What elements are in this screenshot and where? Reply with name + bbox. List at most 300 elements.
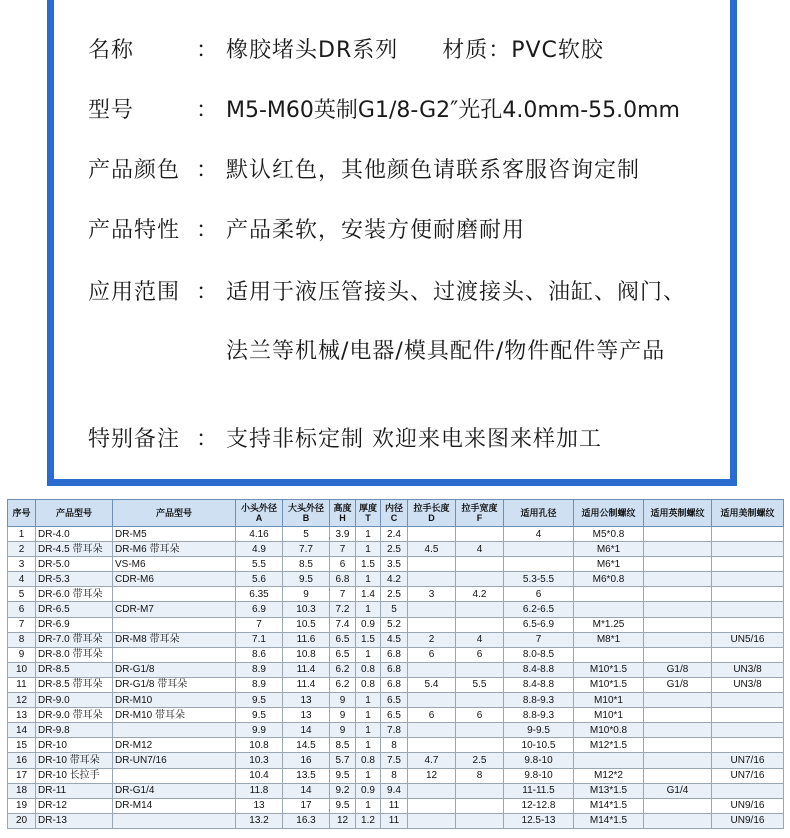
table-cell: 9 [8, 647, 36, 662]
column-header: 小头外径 A [236, 500, 283, 527]
table-cell [408, 572, 456, 587]
table-cell: 6 [456, 708, 504, 723]
table-cell: 7 [330, 587, 356, 602]
sep: ： [196, 280, 220, 305]
table-cell: 9.5 [236, 693, 283, 708]
table-cell: G1/4 [644, 783, 712, 798]
table-cell [574, 602, 644, 617]
table-cell [712, 738, 784, 753]
table-cell: 9-9.5 [504, 723, 574, 738]
table-cell: 8.5 [330, 738, 356, 753]
table-cell: DR-12 [36, 798, 113, 813]
column-header: 厚度 T [356, 500, 381, 527]
table-cell: 14 [283, 783, 330, 798]
table-cell: 18 [8, 783, 36, 798]
table-cell: 1 [356, 602, 381, 617]
table-cell: 1 [356, 542, 381, 557]
table-cell: 1.5 [356, 632, 381, 647]
table-cell: 17 [8, 768, 36, 783]
table-cell [712, 602, 784, 617]
table-cell: 13 [8, 708, 36, 723]
table-cell: 1 [356, 798, 381, 813]
table-cell [456, 693, 504, 708]
table-cell [644, 708, 712, 723]
table-cell: 11 [381, 798, 408, 813]
table-cell [456, 813, 504, 828]
table-cell [408, 693, 456, 708]
table-cell: DR-G1/8 带耳朵 [113, 677, 236, 692]
table-cell: 16 [8, 753, 36, 768]
table-cell: 10.8 [236, 738, 283, 753]
table-row [8, 798, 784, 813]
table-cell: 6 [8, 602, 36, 617]
table-cell [644, 813, 712, 828]
table-cell [456, 572, 504, 587]
table-cell: 8.0-8.5 [504, 647, 574, 662]
table-cell [644, 557, 712, 572]
table-cell [113, 587, 236, 602]
table-cell [456, 602, 504, 617]
info-line-model [88, 93, 680, 124]
table-cell: 4.2 [381, 572, 408, 587]
table-cell: DR-M5 [113, 527, 236, 542]
table-cell: DR-8.0 带耳朵 [36, 647, 113, 662]
column-header: 产品型号 [36, 500, 113, 527]
table-cell: UN3/8 [712, 677, 784, 692]
table-cell: 5 [283, 527, 330, 542]
table-row [8, 647, 784, 662]
table-row [8, 783, 784, 798]
table-row [8, 723, 784, 738]
column-header: 产品型号 [113, 500, 236, 527]
table-cell: 11-11.5 [504, 783, 574, 798]
table-cell: 9.4 [381, 783, 408, 798]
table-cell: DR-M12 [113, 738, 236, 753]
table-cell: 6.5 [330, 632, 356, 647]
table-cell [408, 617, 456, 632]
table-cell: DR-4.5 带耳朵 [36, 542, 113, 557]
table-cell [456, 723, 504, 738]
table-cell: DR-9.8 [36, 723, 113, 738]
table-cell: 4.2 [456, 587, 504, 602]
table-cell: 3.9 [330, 527, 356, 542]
label-name: 名称 [88, 38, 135, 63]
table-cell: 7 [330, 542, 356, 557]
table-row [8, 572, 784, 587]
info-line-name [88, 33, 604, 64]
table-cell: 1.5 [356, 557, 381, 572]
table-cell: DR-8.5 [36, 662, 113, 677]
table-cell: DR-UN7/16 [113, 753, 236, 768]
table-cell: 6.8 [381, 662, 408, 677]
table-cell: DR-5.0 [36, 557, 113, 572]
table-row [8, 617, 784, 632]
table-cell: 10.4 [236, 768, 283, 783]
table-cell: 7 [504, 632, 574, 647]
table-cell: M10*1.5 [574, 677, 644, 692]
table-cell [712, 527, 784, 542]
table-cell: DR-11 [36, 783, 113, 798]
table-cell [408, 527, 456, 542]
column-header: 内径 C [381, 500, 408, 527]
table-cell: 9.5 [330, 798, 356, 813]
table-cell [644, 723, 712, 738]
table-cell: 6.2 [330, 662, 356, 677]
table-cell: DR-M6 带耳朵 [113, 542, 236, 557]
label-color: 产品颜色 [88, 158, 181, 183]
value-model: M5-M60英制G1/8-G2″光孔4.0mm-55.0mm [226, 98, 680, 123]
table-cell: 6.35 [236, 587, 283, 602]
spec-table [7, 499, 784, 829]
table-cell: 8.8-9.3 [504, 693, 574, 708]
table-cell: 10 [8, 662, 36, 677]
table-cell: 17 [283, 798, 330, 813]
table-cell [113, 768, 236, 783]
table-cell [644, 587, 712, 602]
table-cell: G1/8 [644, 677, 712, 692]
table-cell: CDR-M6 [113, 572, 236, 587]
table-cell: 1 [8, 527, 36, 542]
table-cell [113, 813, 236, 828]
value-material: 材质：PVC软胶 [442, 38, 604, 63]
table-cell: 6.9 [236, 602, 283, 617]
table-cell: DR-M14 [113, 798, 236, 813]
table-cell: 2.5 [381, 542, 408, 557]
table-cell: 6 [330, 557, 356, 572]
spec-table-wrapper [7, 499, 783, 829]
table-cell [644, 753, 712, 768]
table-cell: 6.8 [330, 572, 356, 587]
column-header: 拉手宽度 F [456, 500, 504, 527]
table-cell: 6 [408, 647, 456, 662]
label-model: 型号 [88, 98, 135, 123]
table-cell: DR-M8 带耳朵 [113, 632, 236, 647]
value-features: 产品柔软，安装方便耐磨耐用 [226, 218, 526, 243]
info-line-application [88, 275, 686, 306]
table-row [8, 753, 784, 768]
table-cell: UN9/16 [712, 813, 784, 828]
table-cell: 12 [408, 768, 456, 783]
table-cell: 0.8 [356, 662, 381, 677]
table-cell [712, 708, 784, 723]
table-cell: 19 [8, 798, 36, 813]
table-cell: 13 [283, 708, 330, 723]
table-cell: 6.5-6.9 [504, 617, 574, 632]
table-cell: 9.5 [236, 708, 283, 723]
table-cell [644, 572, 712, 587]
table-cell [408, 662, 456, 677]
table-cell: 11 [381, 813, 408, 828]
table-cell [644, 768, 712, 783]
table-cell: M6*1 [574, 542, 644, 557]
table-row [8, 542, 784, 557]
table-cell: 3 [408, 587, 456, 602]
table-cell: DR-5.3 [36, 572, 113, 587]
table-cell: 2 [8, 542, 36, 557]
table-cell [408, 813, 456, 828]
table-cell [712, 647, 784, 662]
table-cell: 1 [356, 647, 381, 662]
column-header: 适用公制螺纹 [574, 500, 644, 527]
table-cell: 16.3 [283, 813, 330, 828]
table-body [8, 527, 784, 829]
table-cell: 5.5 [236, 557, 283, 572]
table-cell: M8*1 [574, 632, 644, 647]
table-cell: UN3/8 [712, 662, 784, 677]
table-cell [712, 542, 784, 557]
table-cell: 13.2 [236, 813, 283, 828]
table-cell: DR-6.0 带耳朵 [36, 587, 113, 602]
table-cell: CDR-M7 [113, 602, 236, 617]
table-cell: 9.5 [283, 572, 330, 587]
label-remark: 特别备注 [88, 427, 181, 452]
table-cell: 4.7 [408, 753, 456, 768]
table-cell [408, 783, 456, 798]
table-cell [712, 693, 784, 708]
table-cell [113, 723, 236, 738]
table-cell: 10.3 [283, 602, 330, 617]
table-cell: 7.2 [330, 602, 356, 617]
table-cell: 9.2 [330, 783, 356, 798]
column-header: 大头外径 B [283, 500, 330, 527]
table-cell [504, 557, 574, 572]
sep: ： [196, 158, 220, 183]
table-cell [712, 617, 784, 632]
table-cell: 9.5 [330, 768, 356, 783]
table-cell: DR-10 长拉手 [36, 768, 113, 783]
table-cell: 11.4 [283, 677, 330, 692]
table-cell: 20 [8, 813, 36, 828]
table-cell: DR-M10 [113, 693, 236, 708]
table-cell: 4 [504, 527, 574, 542]
table-cell: M6*1 [574, 557, 644, 572]
table-cell [574, 753, 644, 768]
table-cell: 9 [283, 587, 330, 602]
table-cell: 6.8 [381, 677, 408, 692]
label-application: 应用范围 [88, 280, 181, 305]
table-cell [504, 542, 574, 557]
value-application: 适用于液压管接头、过渡接头、油缸、阀门、 [226, 280, 687, 305]
table-cell: 14 [283, 723, 330, 738]
info-line-remark [88, 422, 602, 453]
table-cell: M10*1 [574, 693, 644, 708]
table-cell: 8.8-9.3 [504, 708, 574, 723]
column-header: 序号 [8, 500, 36, 527]
table-cell: 3.5 [381, 557, 408, 572]
table-cell: 4.9 [236, 542, 283, 557]
table-cell: 6.5 [381, 693, 408, 708]
table-cell [456, 798, 504, 813]
table-cell: 2.4 [381, 527, 408, 542]
table-cell: UN5/16 [712, 632, 784, 647]
table-cell: 7 [236, 617, 283, 632]
product-info-box [47, 0, 737, 486]
table-cell [456, 662, 504, 677]
table-cell: 9.9 [236, 723, 283, 738]
table-cell: 6 [408, 708, 456, 723]
table-row [8, 693, 784, 708]
table-cell: 4 [456, 542, 504, 557]
table-cell: 8.4-8.8 [504, 677, 574, 692]
table-cell [644, 693, 712, 708]
table-cell: 1 [356, 572, 381, 587]
table-cell: M14*1.5 [574, 798, 644, 813]
column-header: 适用英制螺纹 [644, 500, 712, 527]
table-cell [644, 738, 712, 753]
table-cell: 8.9 [236, 662, 283, 677]
table-cell: 1 [356, 527, 381, 542]
table-cell: 4.5 [381, 632, 408, 647]
table-cell: 2.5 [381, 587, 408, 602]
table-row [8, 602, 784, 617]
table-cell [456, 557, 504, 572]
table-cell: 10.5 [283, 617, 330, 632]
table-cell: DR-8.5 带耳朵 [36, 677, 113, 692]
table-cell: 4 [456, 632, 504, 647]
table-cell [456, 783, 504, 798]
table-cell: 5.6 [236, 572, 283, 587]
table-cell [456, 738, 504, 753]
info-line-color [88, 153, 640, 184]
table-cell: 9.8-10 [504, 753, 574, 768]
table-row [8, 677, 784, 692]
table-cell: M6*0.8 [574, 572, 644, 587]
table-cell: 3 [8, 557, 36, 572]
table-cell: 11.8 [236, 783, 283, 798]
table-cell: 14 [8, 723, 36, 738]
table-cell [712, 587, 784, 602]
table-cell: 9 [330, 723, 356, 738]
table-cell [712, 723, 784, 738]
table-cell: 9 [330, 708, 356, 723]
table-cell [644, 798, 712, 813]
value-name: 橡胶堵头DR系列 [226, 38, 399, 63]
table-cell [644, 542, 712, 557]
table-row [8, 708, 784, 723]
sep: ： [196, 98, 220, 123]
column-header: 适用孔径 [504, 500, 574, 527]
label-features: 产品特性 [88, 218, 181, 243]
table-cell: DR-9.0 [36, 693, 113, 708]
table-row [8, 768, 784, 783]
table-cell: M5*0.8 [574, 527, 644, 542]
value-color: 默认红色，其他颜色请联系客服咨询定制 [226, 158, 641, 183]
table-cell: M*1.25 [574, 617, 644, 632]
value-application-cont: 法兰等机械/电器/模具配件/物件配件等产品 [226, 339, 666, 364]
table-cell: 6.2-6.5 [504, 602, 574, 617]
table-cell: 13 [283, 693, 330, 708]
table-cell: 5.2 [381, 617, 408, 632]
table-cell: 7.4 [330, 617, 356, 632]
table-cell: 7.1 [236, 632, 283, 647]
table-cell: 7.7 [283, 542, 330, 557]
sep: ： [196, 38, 220, 63]
value-remark: 支持非标定制 欢迎来电来图来样加工 [226, 427, 602, 452]
table-cell: 1.2 [356, 813, 381, 828]
column-header: 拉手长度 D [408, 500, 456, 527]
sep: ： [196, 218, 220, 243]
table-cell: 12.5-13 [504, 813, 574, 828]
table-cell: 8 [381, 738, 408, 753]
table-cell: 4 [8, 572, 36, 587]
table-cell: DR-10 [36, 738, 113, 753]
table-cell: 1 [356, 723, 381, 738]
table-cell: 0.9 [356, 783, 381, 798]
table-cell [712, 783, 784, 798]
table-row [8, 527, 784, 542]
table-cell [644, 617, 712, 632]
table-cell: DR-9.0 带耳朵 [36, 708, 113, 723]
table-cell [408, 557, 456, 572]
table-cell: M12*1.5 [574, 738, 644, 753]
table-cell: DR-7.0 带耳朵 [36, 632, 113, 647]
table-cell: DR-M10 带耳朵 [113, 708, 236, 723]
table-cell [408, 602, 456, 617]
table-cell: 5.5 [456, 677, 504, 692]
column-header: 高度 H [330, 500, 356, 527]
column-header: 适用美制螺纹 [712, 500, 784, 527]
table-cell: M10*1.5 [574, 662, 644, 677]
table-cell: 12-12.8 [504, 798, 574, 813]
table-cell: 0.8 [356, 677, 381, 692]
table-cell: 1 [356, 708, 381, 723]
table-cell: 10.8 [283, 647, 330, 662]
table-cell: 8.4-8.8 [504, 662, 574, 677]
table-row [8, 813, 784, 828]
table-cell: 4.16 [236, 527, 283, 542]
table-cell: 5.4 [408, 677, 456, 692]
table-cell [113, 647, 236, 662]
table-cell: M12*2 [574, 768, 644, 783]
table-cell [113, 617, 236, 632]
table-cell: UN7/16 [712, 768, 784, 783]
table-cell: 15 [8, 738, 36, 753]
table-cell: DR-G1/4 [113, 783, 236, 798]
table-row [8, 662, 784, 677]
table-cell: M14*1.5 [574, 813, 644, 828]
table-cell [644, 647, 712, 662]
table-cell: 12 [8, 693, 36, 708]
table-cell: 6 [504, 587, 574, 602]
table-cell: 0.8 [356, 753, 381, 768]
table-cell: DR-6.5 [36, 602, 113, 617]
table-cell: M10*0.8 [574, 723, 644, 738]
table-cell: 10-10.5 [504, 738, 574, 753]
table-cell [574, 647, 644, 662]
table-cell: DR-10 带耳朵 [36, 753, 113, 768]
table-cell: 8 [8, 632, 36, 647]
table-cell: 2 [408, 632, 456, 647]
table-cell: DR-13 [36, 813, 113, 828]
table-cell: 1.4 [356, 587, 381, 602]
table-cell [712, 572, 784, 587]
table-cell: 9 [330, 693, 356, 708]
table-cell: 7.5 [381, 753, 408, 768]
table-cell: 8 [381, 768, 408, 783]
table-cell: 5 [381, 602, 408, 617]
table-cell: UN9/16 [712, 798, 784, 813]
table-cell: 8.6 [236, 647, 283, 662]
table-cell: 14.5 [283, 738, 330, 753]
table-row [8, 557, 784, 572]
table-cell: 5 [8, 587, 36, 602]
info-line-features [88, 213, 525, 244]
table-cell [644, 632, 712, 647]
table-cell: 11.6 [283, 632, 330, 647]
table-cell: 1 [356, 738, 381, 753]
table-cell: 8 [456, 768, 504, 783]
table-cell: 4.5 [408, 542, 456, 557]
